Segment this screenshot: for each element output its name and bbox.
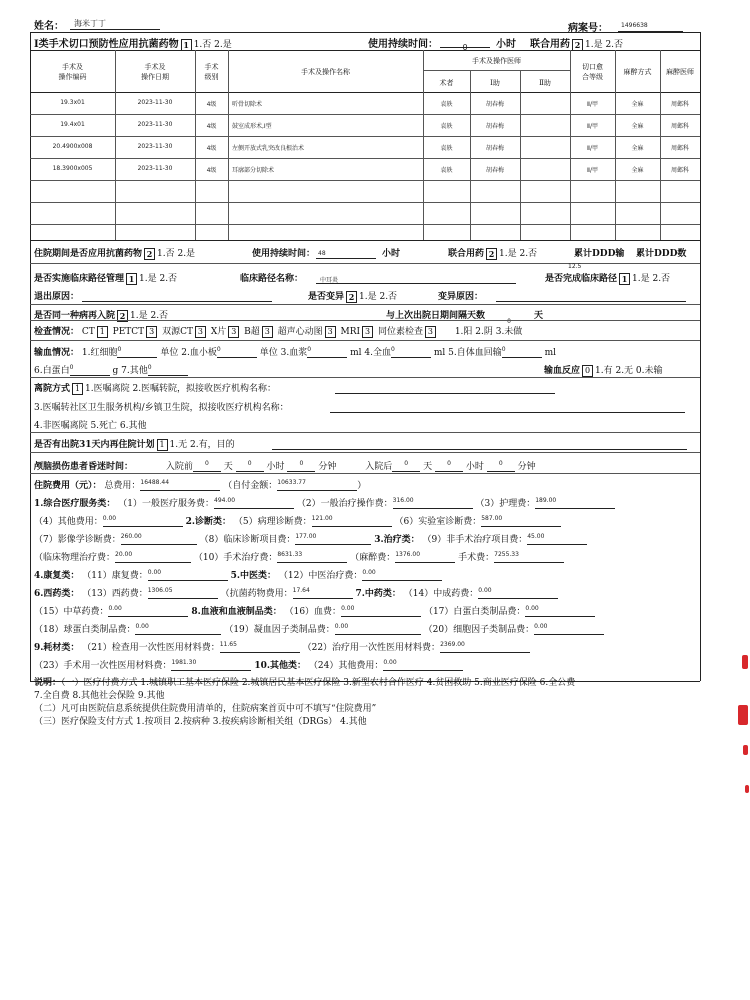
ddd-antibiotic-label: 累计DDD输 [574,249,625,259]
inpatient-antibiotic-label: 住院期间是否应用抗菌药物 2 1.否 2.是 [34,248,196,259]
pathway-label: 是否实施临床路径管理 1 1.是 2.否 [34,273,178,284]
discharge-row1: 离院方式 1 1.医嘱离院 2.医嘱转院，拟接收医疗机构名称： [34,383,277,394]
interval-unit: 天 [534,311,544,321]
cost-row-3: （7）影像学诊断费：260.00 （8）临床诊断项目费：177.00 3.治疗类： （9）非手术治疗项目费：45.00 [34,532,587,545]
th-name: 手术及操作名称 [301,68,350,76]
combined-label: 联合用药 2 1.是 2.否 [530,39,624,50]
discharge-row3: 4.非医嘱离院 5.死亡 6.其他 [34,421,147,431]
th-anesthetist: 麻醉医师 [666,68,694,76]
duration-label: 使用持续时间： [368,39,438,50]
exam-xray: X片 3 [211,327,241,337]
cost-row-8: （18）球蛋白类制品费：0.00 （19）凝血因子类制品费：0.00 （20）细胞因子类制品费：0.00 [34,622,604,635]
variance-reason-field [496,289,686,302]
exam-ct: CT 1 [82,327,110,337]
exam-row: 检查情况： CT 1 PETCT 3 双源CT 3 X片 3 B超 3 超声心动图 3 MRI 3 同位素检查 3 1.阳 2.阴 3.未做 [34,326,523,337]
antibiotic-title: Ⅰ类手术切口预防性应用抗菌药物 1 1.否 2.是 [34,39,232,50]
medical-record-page: 姓名： 海米丁丁 病案号： 1496638 Ⅰ类手术切口预防性应用抗菌药物 1 1.否 2.是 使用持续时间： 0 小时 联合用药 2 1.是 2.否 手术及 操作编码 手术及 操作日期 手术 级别 手术及操作名称 手术及操作医师 术者 Ⅰ助 Ⅱ助 切口愈 合等级 麻醉方式 麻醉医师 19.3x01 2023-11-30 4级 听骨切除术 袁轶 胡春梅 Ⅱ/甲 全麻 周邺科 19.4x01 2023-11-30 4级 鼓室成形术,Ⅰ型 袁轶 胡春梅 Ⅱ/甲 全麻 周邺科 20.4900x008 2023-11-30 4级 左侧开放式乳突改良根治术 袁轶 胡春梅 Ⅱ/甲 全麻 周邺科 18.3900x005 2023-11-30 4级 耳廓部分切除术 袁轶 胡春梅 Ⅱ/甲 全麻 周邺科 住院期间是否应用抗菌药物 2 1.否 2.是 使用持续时间： 48 小时 联合用药 2 1.是 2.否 累计DDD输 累计DDD数 12.5 是否实施临床路径管理 1 1.是 2.否 临床路径名称： 中耳炎 是否完成临床路径 1 1.是 2.否 退出原因： 是否变异 2 1.是 2.否 变异原因： 是否同一种病再入院 2 1.是 2.否 与上次出院日期间隔天数 0 天 检查情况： CT 1 PETCT 3 双源CT 3 X片 3 B超 3 超声心动图 3 MRI 3 同位素检查 3 1.阳 2.阴 3.未做 输血情况： 1.红细胞0 单位 2.血小板0 单位 3.血浆0 ml 4.全血0 ml 5.自体血回输0 ml 6.白蛋白0 g 7.其他0 输血反应 0 1.有 2.无 0.未输 离院方式 1 1.医嘱离院 2.医嘱转院，拟接收医疗机构名称： 3.医嘱转社区卫生服务机构/乡镇卫生院，拟接收医疗机构名称： 4.非医嘱离院 5.死亡 6.其他 是否有出院31天内再住院计划 1 1.无 2.有，目的 颅脑损伤患者昏迷时间： 入院前 0 天 0 小时 0 分钟 入院后 0 天 0 小时 0 分钟 住院费用（元）： 总费用：16488.44 （自付金额：10633.77 ） 1.综合医疗服务类： （1）一般医疗服务费：494.00 （2）一般治疗操作费：316.00 （3）护理费：189.00 （4）其他费用：0.00 2.诊断类： （5）病理诊断费：121.00 （6）实验室诊断费：587.00 （7）影像学诊断费：260.00 （8）临床诊断项目费：177.00 3.治疗类： （9）非手术治疗项目费：45.00 （临床物理治疗费：20.00 （10）手术治疗费：8631.33 （麻醉费：1376.00 手术费：7255.33 4.康复类： （11）康复费：0.00 5.中医类： （12）中医治疗费：0.00 6.西药类： （13）西药费：1306.05 （抗菌药物费用：17.64 7.中药类： （14）中成药费：0.00 （15）中草药费：0.00 8.血液和血液制品类： （16）血费：0.00 （17）白蛋白类制品费：0.00 （18）球蛋白类制品费：0.00 （19）凝血因子类制品费：0.00 （20）细胞因子类制品费：0.00 9.耗材类： （21）检查用一次性医用材料费：11.65 （22）治疗用一次性医用材料费：2369.00 （23）手术用一次性医用材料费：1981.30 10.其他类： （24）其他费用：0.00 说明：（一）医疗付费方式 1.城镇职工基本医疗保险 2.城镇居民基本医疗保险 3.新型农村合作医疗 4.贫困救助 5.商业医疗保险 6.全公费 7.全自费 8.其他社会保险 9.其他 （二）凡可由医院信息系统提供住院费用清单的，住院病案首页中可不填写“住院费用” （三）医疗保险支付方式 1.按项目 2.按病种 3.按疾病诊断相关组（DRGs） 4.其他 [0,0,750,1000]
cost-row-4: （临床物理治疗费：20.00 （10）手术治疗费：8631.33 （麻醉费：1376.00 手术费：7255.33 [34,550,564,563]
readmit-label: 是否同一种病再入院 2 1.是 2.否 [34,310,169,321]
cost-row-5: 4.康复类： （11）康复费：0.00 5.中医类： （12）中医治疗费：0.00 [34,568,442,581]
record-label: 病案号： [568,23,608,34]
exam-bscan: B超 3 [244,327,275,337]
exam-mri: MRI 3 [341,327,376,337]
pathway-name-label: 临床路径名称： [240,274,304,284]
notes-n1b: 7.全自费 8.其他社会保险 9.其他 [34,691,165,701]
antibiotic-box: 1 [181,39,192,51]
discharge-row2: 3.医嘱转社区卫生服务机构/乡镇卫生院，拟接收医疗机构名称： [34,403,289,413]
th-doctors: 手术及操作医师 [472,57,521,65]
coma-row: 颅脑损伤患者昏迷时间： 入院前 0 天 0 小时 0 分钟 入院后 0 天 0 小时 0 分钟 [34,460,536,472]
name-label: 姓名： [34,21,64,32]
cost-row-9: 9.耗材类： （21）检查用一次性医用材料费：11.65 （22）治疗用一次性医用材料费：2369.00 [34,640,530,653]
exit-reason-field [82,289,272,302]
duration-field: 0 [440,35,490,48]
variance-reason-label: 变异原因： [438,292,484,302]
exam-dual-ct: 双源CT 3 [162,327,208,337]
record-field [618,19,683,32]
duration-unit: 小时 [496,39,516,50]
name-value: 海米丁丁 [74,19,106,28]
exam-petct: PETCT 3 [113,327,160,337]
record-value: 1496638 [621,22,648,29]
th-wound: 切口愈 合等级 [582,63,603,81]
interval-field: 0 [492,308,526,321]
exam-echo: 超声心动图 3 [278,327,338,337]
interval-label: 与上次出院日期间隔天数 [386,311,486,321]
ddd-value: 12.5 [568,263,582,270]
th-asst1: Ⅰ助 [490,79,500,87]
discharge-institution-field-1 [335,381,555,394]
th-asst2: Ⅱ助 [539,79,551,87]
discharge-institution-field-2 [330,400,685,413]
transfusion-row2: 6.白蛋白0 g 7.其他0 [34,363,188,376]
cost-row-10: （23）手术用一次性医用材料费：1981.30 10.其他类： （24）其他费用：0.00 [34,658,463,671]
notes-n2: （二）凡可由医院信息系统提供住院费用清单的，住院病案首页中可不填写“住院费用” [34,704,377,714]
exam-isotope: 同位素检查 3 [378,327,438,337]
pathway-complete: 是否完成临床路径 1 1.是 2.否 [545,273,671,284]
cost-row-6: 6.西药类： （13）西药费：1306.05 （抗菌药物费用：17.64 7.中药类： （14）中成药费：0.00 [34,586,558,599]
exit-reason-label: 退出原因： [34,292,80,302]
th-surgeon: 术者 [439,79,454,87]
cost-total-row: 住院费用（元）： 总费用：16488.44 （自付金额：10633.77 ） [34,479,367,491]
inpatient-duration-field: 48 [316,246,376,259]
cost-row-1: 1.综合医疗服务类： （1）一般医疗服务费：494.00 （2）一般治疗操作费：316.00 （3）护理费：189.00 [34,496,615,509]
cost-row-7: （15）中草药费：0.00 8.血液和血液制品类： （16）血费：0.00 （17）白蛋白类制品费：0.00 [34,604,595,617]
cost-row-2: （4）其他费用：0.00 2.诊断类： （5）病理诊断费：121.00 （6）实验室诊断费：587.00 [34,514,561,527]
ddd-count-label: 累计DDD数 [636,249,687,259]
variance-label: 是否变异 2 1.是 2.否 [308,291,398,302]
th-anesth: 麻醉方式 [623,68,652,76]
readmit31-row: 是否有出院31天内再住院计划 1 1.无 2.有，目的 [34,439,235,450]
th-level: 手术 级别 [204,63,219,81]
transfusion-row1: 输血情况： 1.红细胞0 单位 2.血小板0 单位 3.血浆0 ml 4.全血0 ml 5.自体血回输0 ml [34,346,557,358]
notes-n1: 说明：（一）医疗付费方式 1.城镇职工基本医疗保险 2.城镇居民基本医疗保险 3.新型农村合作医疗 4.贫困救助 5.商业医疗保险 6.全公费 [34,678,576,688]
name-field [70,17,160,30]
readmit31-purpose-field [272,437,687,450]
inpatient-hours: 小时 [382,249,401,259]
th-code: 手术及 操作编码 [58,63,87,81]
pathway-name-field: 中耳炎 [316,271,516,284]
th-date: 手术及 操作日期 [141,63,169,81]
notes-n3: （三）医疗保险支付方式 1.按项目 2.按病种 3.按疾病诊断相关组（DRGs） 4.其他 [34,717,367,727]
transfusion-reaction: 输血反应 0 1.有 2.无 0.未输 [544,365,663,376]
inpatient-duration-label: 使用持续时间： [252,249,316,259]
inpatient-combined: 联合用药 2 1.是 2.否 [448,248,538,259]
